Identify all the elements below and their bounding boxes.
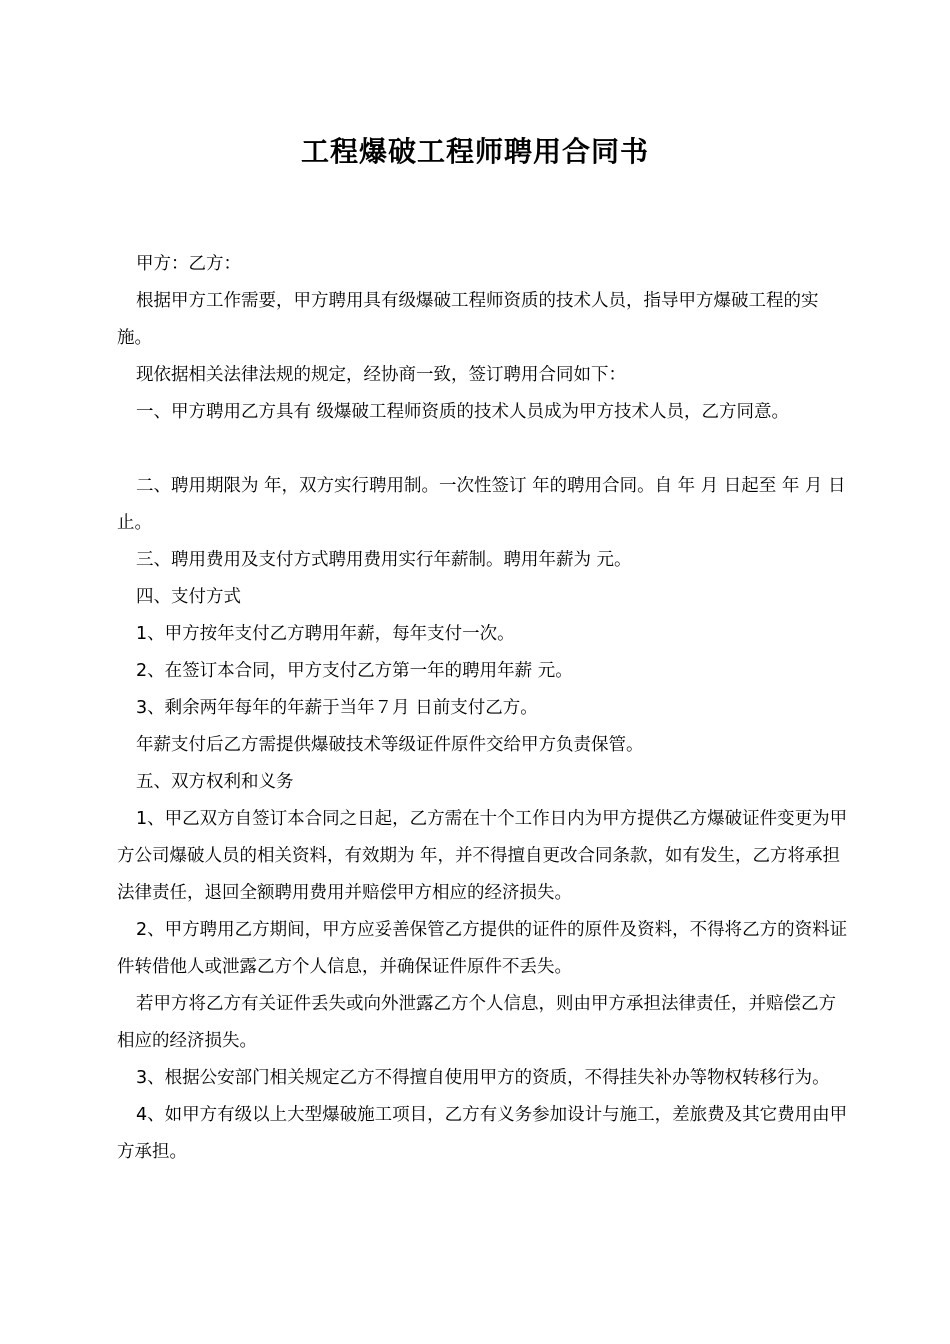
clause-5-item-2-note: 若甲方将乙方有关证件丢失或向外泄露乙方个人信息，则由甲方承担法律责任，并赔偿乙方相应的经济损失。 <box>117 994 836 1051</box>
clause-2: 二、聘用期限为 年，双方实行聘用制。一次性签订 年的聘用合同。自 年 月 日起至 年 月 日止。 <box>117 476 846 533</box>
clause-4-item-2: 2、在签订本合同，甲方支付乙方第一年的聘用年薪 元。 <box>136 661 573 681</box>
clause-5-item-2: 2、甲方聘用乙方期间，甲方应妥善保管乙方提供的证件的原件及资料，不得将乙方的资料证件转借他人或泄露乙方个人信息，并确保证件原件不丢失。 <box>117 920 848 977</box>
blank-line <box>117 431 852 468</box>
clause-4-item-3: 3、剩余两年每年的年薪于当年７月 日前支付乙方。 <box>136 698 538 718</box>
clause-5-item-4: 4、如甲方有级以上大型爆破施工项目，乙方有义务参加设计与施工，差旅费及其它费用由甲方承担。 <box>117 1105 848 1162</box>
clause-4-item-1: 1、甲方按年支付乙方聘用年薪，每年支付一次。 <box>136 624 515 644</box>
party-line: 甲方：乙方： <box>136 254 241 274</box>
document-title: 工程爆破工程师聘用合同书 <box>300 135 649 168</box>
clause-5-item-1: 1、甲乙双方自签订本合同之日起，乙方需在十个工作日内为甲方提供乙方爆破证件变更为甲方公司爆破人员的相关资料，有效期为 年，并不得擅自更改合同条款，如有发生，乙方将承担法律责任，退回全额聘用费用并赔偿甲方相应的经济损失。 <box>117 809 848 903</box>
clause-1: 一、甲方聘用乙方具有 级爆破工程师资质的技术人员成为甲方技术人员，乙方同意。 <box>136 402 790 422</box>
paragraph-purpose: 根据甲方工作需要，甲方聘用具有级爆破工程师资质的技术人员，指导甲方爆破工程的实施。 <box>117 291 819 348</box>
clause-4-heading: 四、支付方式 <box>136 587 241 607</box>
clause-3: 三、聘用费用及支付方式聘用费用实行年薪制。聘用年薪为 元。 <box>136 550 632 570</box>
document-body <box>117 246 852 1171</box>
clause-5-item-3: 3、根据公安部门相关规定乙方不得擅自使用甲方的资质，不得挂失补办等物权转移行为。 <box>136 1068 830 1088</box>
paragraph-basis: 现依据相关法律法规的规定，经协商一致，签订聘用合同如下： <box>136 365 626 385</box>
clause-4-note: 年薪支付后乙方需提供爆破技术等级证件原件交给甲方负责保管。 <box>136 735 644 755</box>
clause-5-heading: 五、双方权利和义务 <box>136 772 294 792</box>
